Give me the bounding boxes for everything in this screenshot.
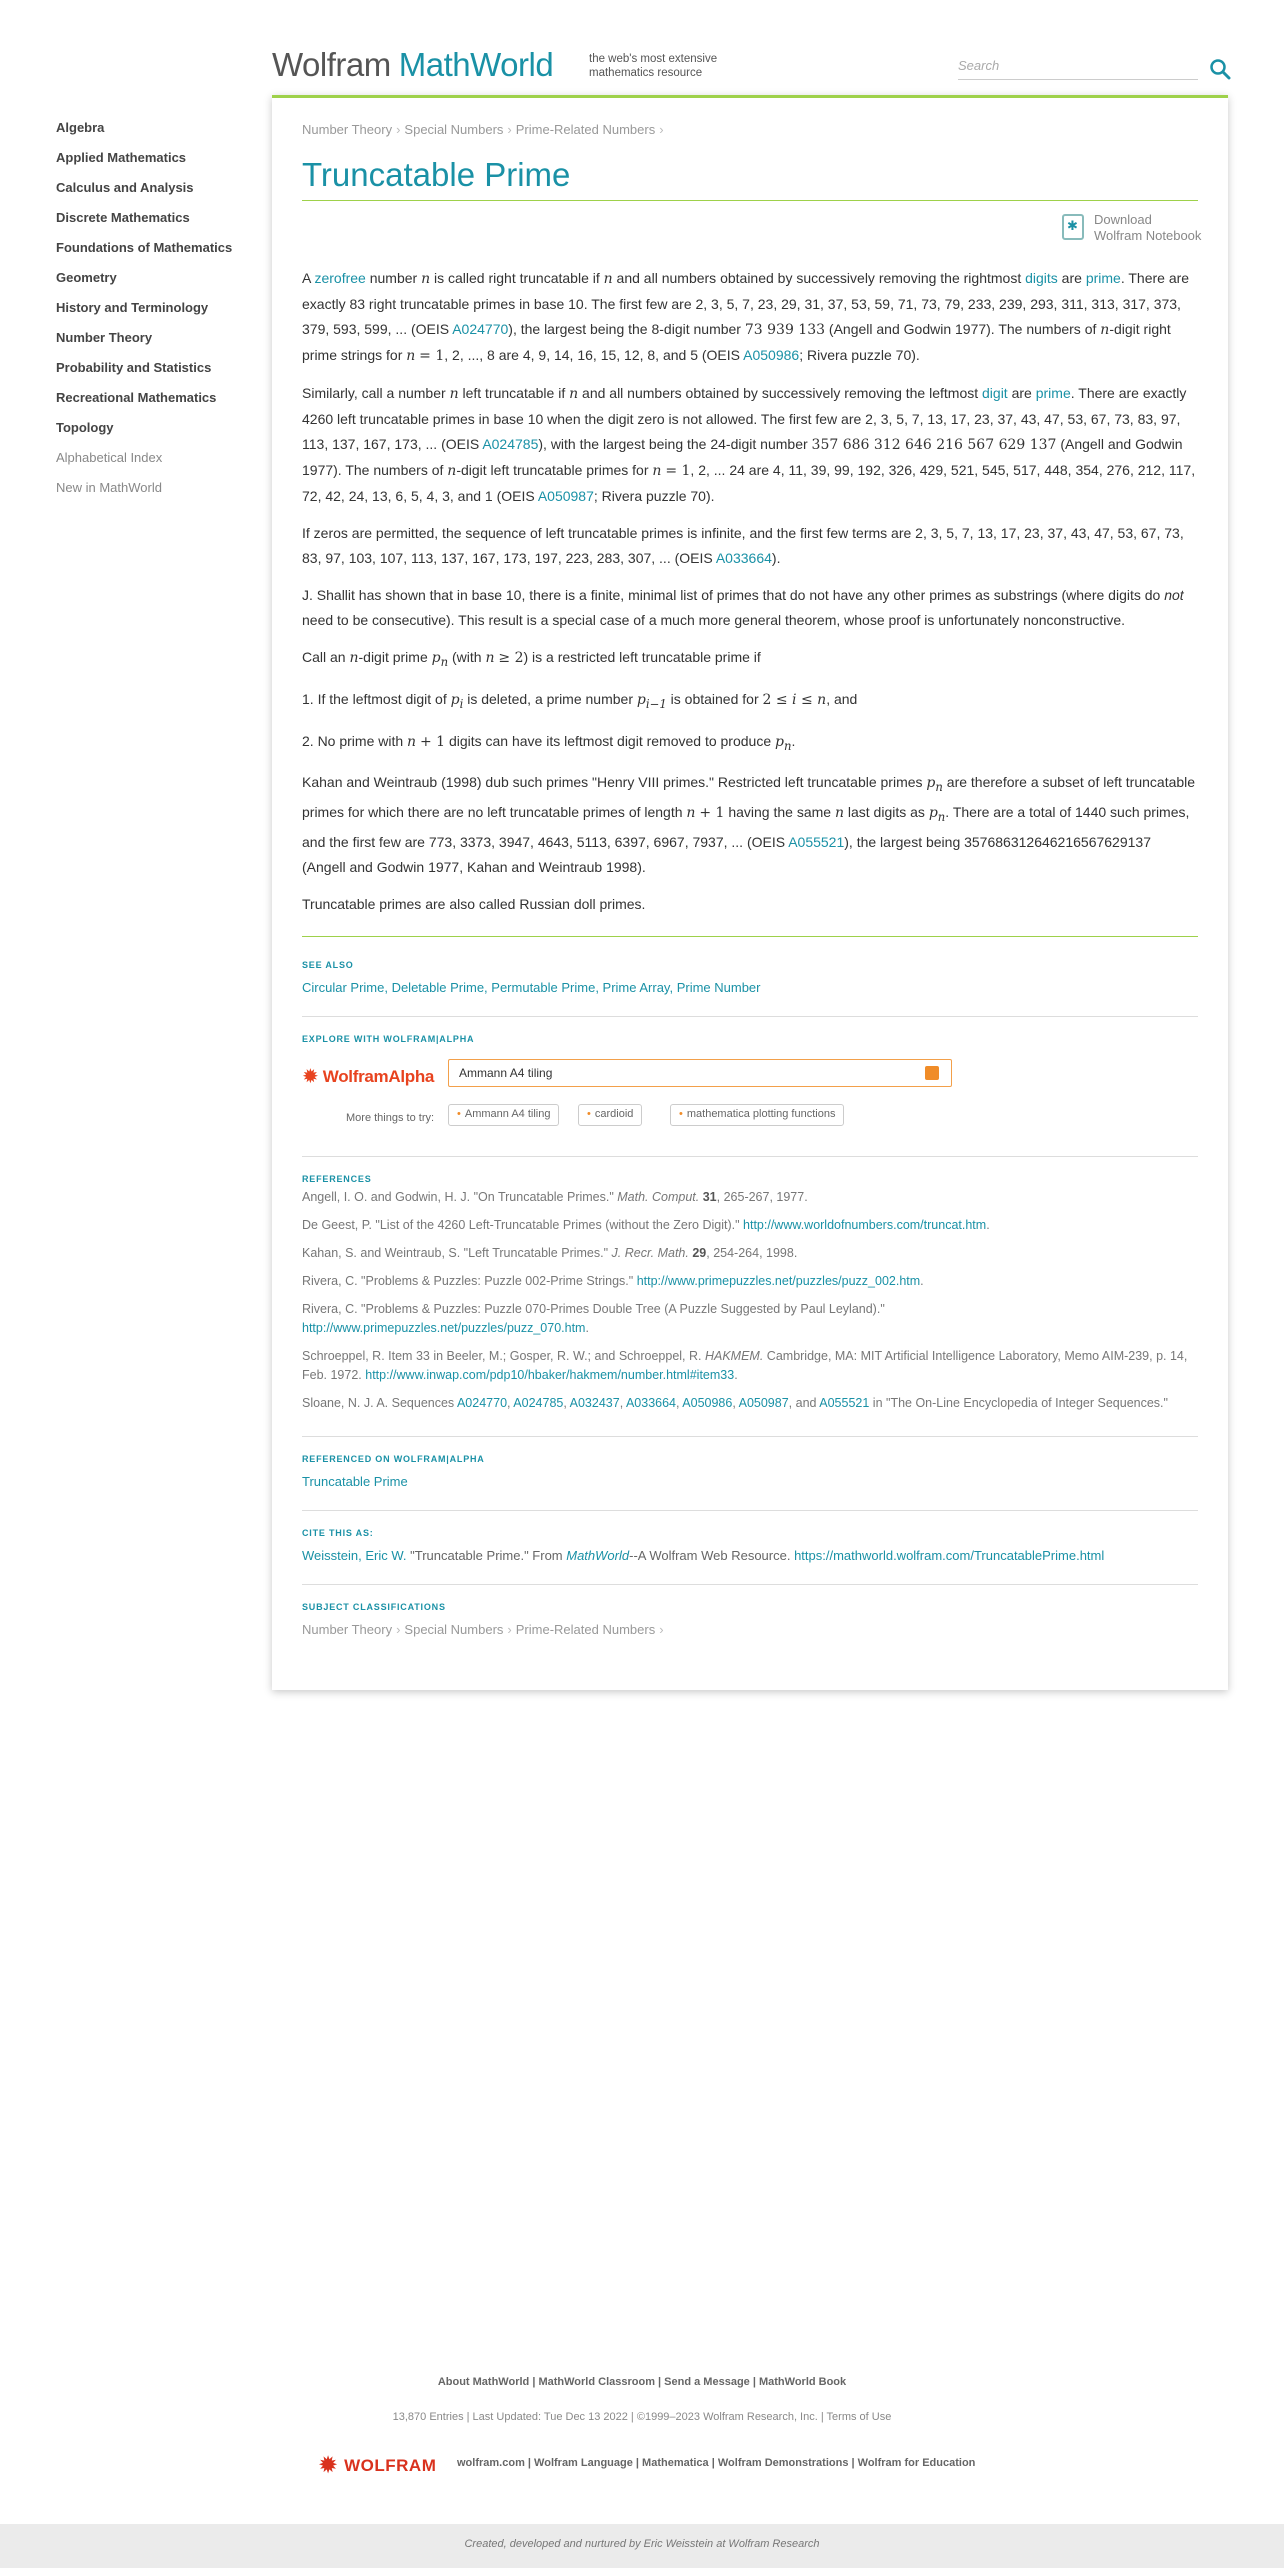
cite-author-link[interactable]: Weisstein, Eric W. [302,1548,407,1563]
paragraph: A zerofree number n is called right truncatable if n and all numbers obtained by successively removing the rightmost digits are prime. There are exactly 83 right truncatable primes in base 10. The first few are 2, 3, 5, 7, 23, 29, 31, 37, 53, 59, 71, 73, 79, 233, 239, 293, 311, 313, 317, 373, 379, 593, 599, ... (OEIS A024770), the largest being the 8-digit number 73 939 133 (Angell and Godwin 1977). The numbers of n-digit right prime strings for n = 1, 2, ..., 8 are 4, 9, 14, 16, 15, 12, 8, and 5 (OEIS A050986; Rivera puzzle 70). [302,270,1190,364]
citation [302,1548,1104,1563]
link-a024770[interactable]: A024770 [452,321,509,337]
reference-item: De Geest, P. "List of the 4260 Left-Truncatable Primes (without the Zero Digit)." http://www.worldofnumbers.com/truncat.htm. [302,1218,990,1232]
sidebar-item-foundations[interactable]: Foundations of Mathematics [56,240,233,255]
paragraph: Call an n-digit prime $p_n$ (with n ≥ 2) is a restricted left truncatable prime if [302,649,761,669]
sidebar-item-alphabetical-index[interactable]: Alphabetical Index [56,450,163,465]
breadcrumb: Number Theory › Special Numbers › Prime-Related Numbers › [302,122,664,137]
suggestion-chip[interactable]: • cardioid [578,1104,642,1126]
site-header [272,46,1228,90]
divider [302,1584,1198,1585]
divider [302,1156,1198,1157]
sidebar [56,118,256,508]
sidebar-item-number-theory[interactable]: Number Theory [56,330,153,345]
download-label: Download [1094,212,1152,227]
download-notebook-button[interactable] [1062,212,1222,244]
reference-item: Schroeppel, R. Item 33 in Beeler, M.; Gosper, R. W.; and Schroeppel, R. HAKMEM. Cambridge, MA: MIT Artificial Intelligence Laboratory, Memo AIM-239, p. 14, Feb. 1972. http://www.inwap.com/pdp10/hbaker/hakmem/number.html#item33. [302,1349,1188,1382]
page-title: Truncatable Prime [302,156,571,193]
sidebar-item-algebra[interactable]: Algebra [56,120,105,135]
reference-item: Sloane, N. J. A. Sequences A024770, A024785, A032437, A033664, A050986, A050987, and A055521 in "The On-Line Encyclopedia of Integer Sequences." [302,1396,1168,1410]
notebook-icon [1062,214,1084,240]
wolfram-alpha-submit-button[interactable] [925,1066,939,1080]
paragraph: If zeros are permitted, the sequence of left truncatable primes is infinite, and the first few terms are 2, 3, 5, 7, 13, 17, 23, 37, 43, 47, 53, 67, 73, 83, 97, 103, 107, 113, 137, 167, 173, 197, 223, 283, 307, ... (OEIS A033664). [302,525,1184,566]
sidebar-item-applied-mathematics[interactable]: Applied Mathematics [56,150,187,165]
logo-wolfram: Wolfram [272,46,391,83]
sidebar-item-probability[interactable]: Probability and Statistics [56,360,212,375]
reference-link[interactable]: A024770 [456,1396,508,1410]
suggestion-chip[interactable]: • mathematica plotting functions [670,1104,844,1126]
reference-item: Rivera, C. "Problems & Puzzles: Puzzle 070-Primes Double Tree (A Puzzle Suggested by Paul Leyland)." http://www.primepuzzles.net/puzzles/puzz_070.htm. [302,1302,885,1335]
wolfram-alpha-wordmark: WolframAlpha [322,1066,435,1086]
mathworld-logo[interactable] [272,46,553,84]
list-item: 2. No prime with n + 1 digits can have its leftmost digit removed to produce $p_n$. [302,732,796,753]
paragraph: Kahan and Weintraub (1998) dub such primes "Henry VIII primes." Restricted left truncatable primes $p_n$ are therefore a subset of left truncatable primes for which there are no left truncatable primes of length n + 1 having the same n last digits as $p_n$. There are a total of 1440 such primes, and the first few are 773, 3373, 3947, 4643, 5113, 6397, 6967, 7937, ... (OEIS A055521), the largest being 357686312646216567629137 (Angell and Godwin 1977, Kahan and Weintraub 1998). [302,774,1196,875]
breadcrumb-number-theory[interactable]: Number Theory [302,122,393,137]
divider [302,1016,1198,1017]
cite-text: "Truncatable Prime." From [406,1548,567,1563]
link-a050987[interactable]: A050987 [537,488,594,504]
wolfram-alpha-input[interactable]: Ammann A4 tiling [448,1059,952,1087]
link-a050986[interactable]: A050986 [743,347,800,363]
footer-stats: 13,870 Entries | Last Updated: Tue Dec 13 2022 | ©1999–2023 Wolfram Research, Inc. | Terms of Use [392,2411,892,2423]
references-list [302,1188,1198,1422]
sidebar-item-discrete-mathematics[interactable]: Discrete Mathematics [56,210,190,225]
paragraph: Truncatable primes are also called Russian doll primes. [302,895,646,912]
link-digit[interactable]: digit [982,385,1008,401]
reference-link[interactable]: http://www.primepuzzles.net/puzzles/puzz_070.htm [302,1321,586,1335]
search-button[interactable] [1209,58,1231,80]
list-item: 1. If the leftmost digit of $p_i$ is deleted, a prime number $p_{i-1}$ is obtained for 2 ≤ i ≤ n, and [302,690,858,711]
paragraph: Similarly, call a number n left truncatable if n and all numbers obtained by successively removing the leftmost digit are prime. There are exactly 4260 left truncatable primes in base 10 when the digit zero is not allowed. The first few are 2, 3, 5, 7, 13, 17, 23, 37, 43, 47, 53, 67, 73, 83, 97, 113, 137, 167, 173, ... (OEIS A024785), with the largest being the 24-digit number 357 686 312 646 216 567 629 137 (Angell and Godwin 1977). The numbers of n-digit left truncatable primes for n = 1, 2, ... 24 are 4, 11, 39, 99, 192, 326, 429, 521, 545, 517, 448, 354, 276, 212, 117, 72, 42, 24, 13, 6, 5, 4, 3, and 1 (OEIS A050987; Rivera puzzle 70). [302,385,1196,504]
cite-heading: CITE THIS AS: [302,1528,374,1538]
wolfram-wordmark: WOLFRAM [344,2455,437,2475]
divider [302,1510,1198,1511]
sidebar-item-history[interactable]: History and Terminology [56,300,209,315]
reference-link[interactable]: http://www.worldofnumbers.com/truncat.htm [743,1218,987,1232]
reference-link[interactable]: A050987 [738,1396,789,1410]
wolfram-footer-logo[interactable] [318,2451,436,2480]
subject-heading: SUBJECT CLASSIFICATIONS [302,1602,446,1612]
divider [302,936,1198,937]
see-also-links[interactable]: Circular Prime, Deletable Prime, Permutable Prime, Prime Array, Prime Number [302,980,761,995]
subject-number-theory[interactable]: Number Theory [302,1622,393,1637]
reference-link[interactable]: A032437 [569,1396,620,1410]
reference-item: Kahan, S. and Weintraub, S. "Left Truncatable Primes." J. Recr. Math. 29, 254-264, 1998. [302,1246,798,1260]
reference-item: Angell, I. O. and Godwin, H. J. "On Truncatable Primes." Math. Comput. 31, 265-267, 1977. [302,1190,808,1204]
reference-link[interactable]: A024785 [513,1396,564,1410]
cite-source[interactable]: MathWorld [566,1548,630,1563]
suggestion-chip[interactable]: • Ammann A4 tiling [448,1104,559,1126]
title-divider [302,200,1198,201]
footer-links[interactable]: About MathWorld | MathWorld Classroom | Send a Message | MathWorld Book [437,2376,847,2388]
cite-url[interactable]: https://mathworld.wolfram.com/TruncatablePrime.html [794,1548,1105,1563]
link-a033664[interactable]: A033664 [715,550,772,566]
breadcrumb-prime-related[interactable]: Prime-Related Numbers [515,122,656,137]
referenced-on-heading: REFERENCED ON WOLFRAM|ALPHA [302,1454,485,1464]
see-also-heading: SEE ALSO [302,960,354,970]
subject-prime-related[interactable]: Prime-Related Numbers [515,1622,656,1637]
subject-special-numbers[interactable]: Special Numbers [404,1622,504,1637]
reference-link[interactable]: A050986 [682,1396,733,1410]
referenced-on-link[interactable]: Truncatable Prime [302,1474,408,1489]
breadcrumb-special-numbers[interactable]: Special Numbers [404,122,504,137]
reference-item: Rivera, C. "Problems & Puzzles: Puzzle 002-Prime Strings." http://www.primepuzzles.net/puzzles/puzz_002.htm. [302,1274,924,1288]
article-body [302,266,1198,929]
link-prime[interactable]: prime [1035,385,1071,401]
link-a055521[interactable]: A055521 [788,833,845,850]
credit-bar: Created, developed and nurtured by Eric Weisstein at Wolfram Research [0,2524,1284,2568]
article-card [272,95,1228,1690]
tagline: the web's most extensive mathematics resource [589,53,718,79]
references-heading: REFERENCES [302,1174,372,1184]
wolfram-star-icon: ✹ [318,2452,339,2479]
footer-site-links[interactable]: wolfram.com | Wolfram Language | Mathematica | Wolfram Demonstrations | Wolfram for Education [457,2457,976,2469]
search-icon [1209,58,1231,80]
cite-text: --A Wolfram Web Resource. [629,1548,795,1563]
reference-link[interactable]: http://www.inwap.com/pdp10/hbaker/hakmem/number.html#item33 [365,1368,735,1382]
reference-link[interactable]: A033664 [625,1396,677,1410]
search-input[interactable]: Search [958,52,1198,80]
sidebar-item-geometry[interactable]: Geometry [56,270,117,285]
link-prime[interactable]: prime [1085,270,1121,286]
sidebar-item-new-in-mathworld[interactable]: New in MathWorld [56,480,162,495]
download-sublabel: Wolfram Notebook [1094,228,1202,243]
wolfram-star-icon: ✹ [302,1066,319,1088]
wolfram-alpha-logo[interactable] [302,1064,434,1089]
logo-mathworld: MathWorld [398,46,554,83]
sidebar-item-recreational[interactable]: Recreational Mathematics [56,390,217,405]
sidebar-item-topology[interactable]: Topology [56,420,114,435]
reference-link[interactable]: http://www.primepuzzles.net/puzzles/puzz_002.htm [636,1274,921,1288]
link-zerofree[interactable]: zerofree [314,270,366,286]
more-things-label: More things to try: [346,1112,435,1124]
paragraph: J. Shallit has shown that in base 10, there is a finite, minimal list of primes that do not have any other primes as substrings (where digits do not need to be consecutive). This result is a special case of a much more general theorem, whose proof is unfortunately nonconstructive. [302,587,1184,628]
site-footer [0,2376,1284,2479]
subject-breadcrumb: Number Theory › Special Numbers › Prime-Related Numbers › [302,1622,664,1637]
explore-heading: EXPLORE WITH WOLFRAM|ALPHA [302,1034,475,1044]
link-a024785[interactable]: A024785 [482,436,539,452]
link-digits[interactable]: digits [1025,270,1058,286]
divider [302,1436,1198,1437]
reference-link[interactable]: A055521 [819,1396,870,1410]
sidebar-item-calculus-and-analysis[interactable]: Calculus and Analysis [56,180,194,195]
